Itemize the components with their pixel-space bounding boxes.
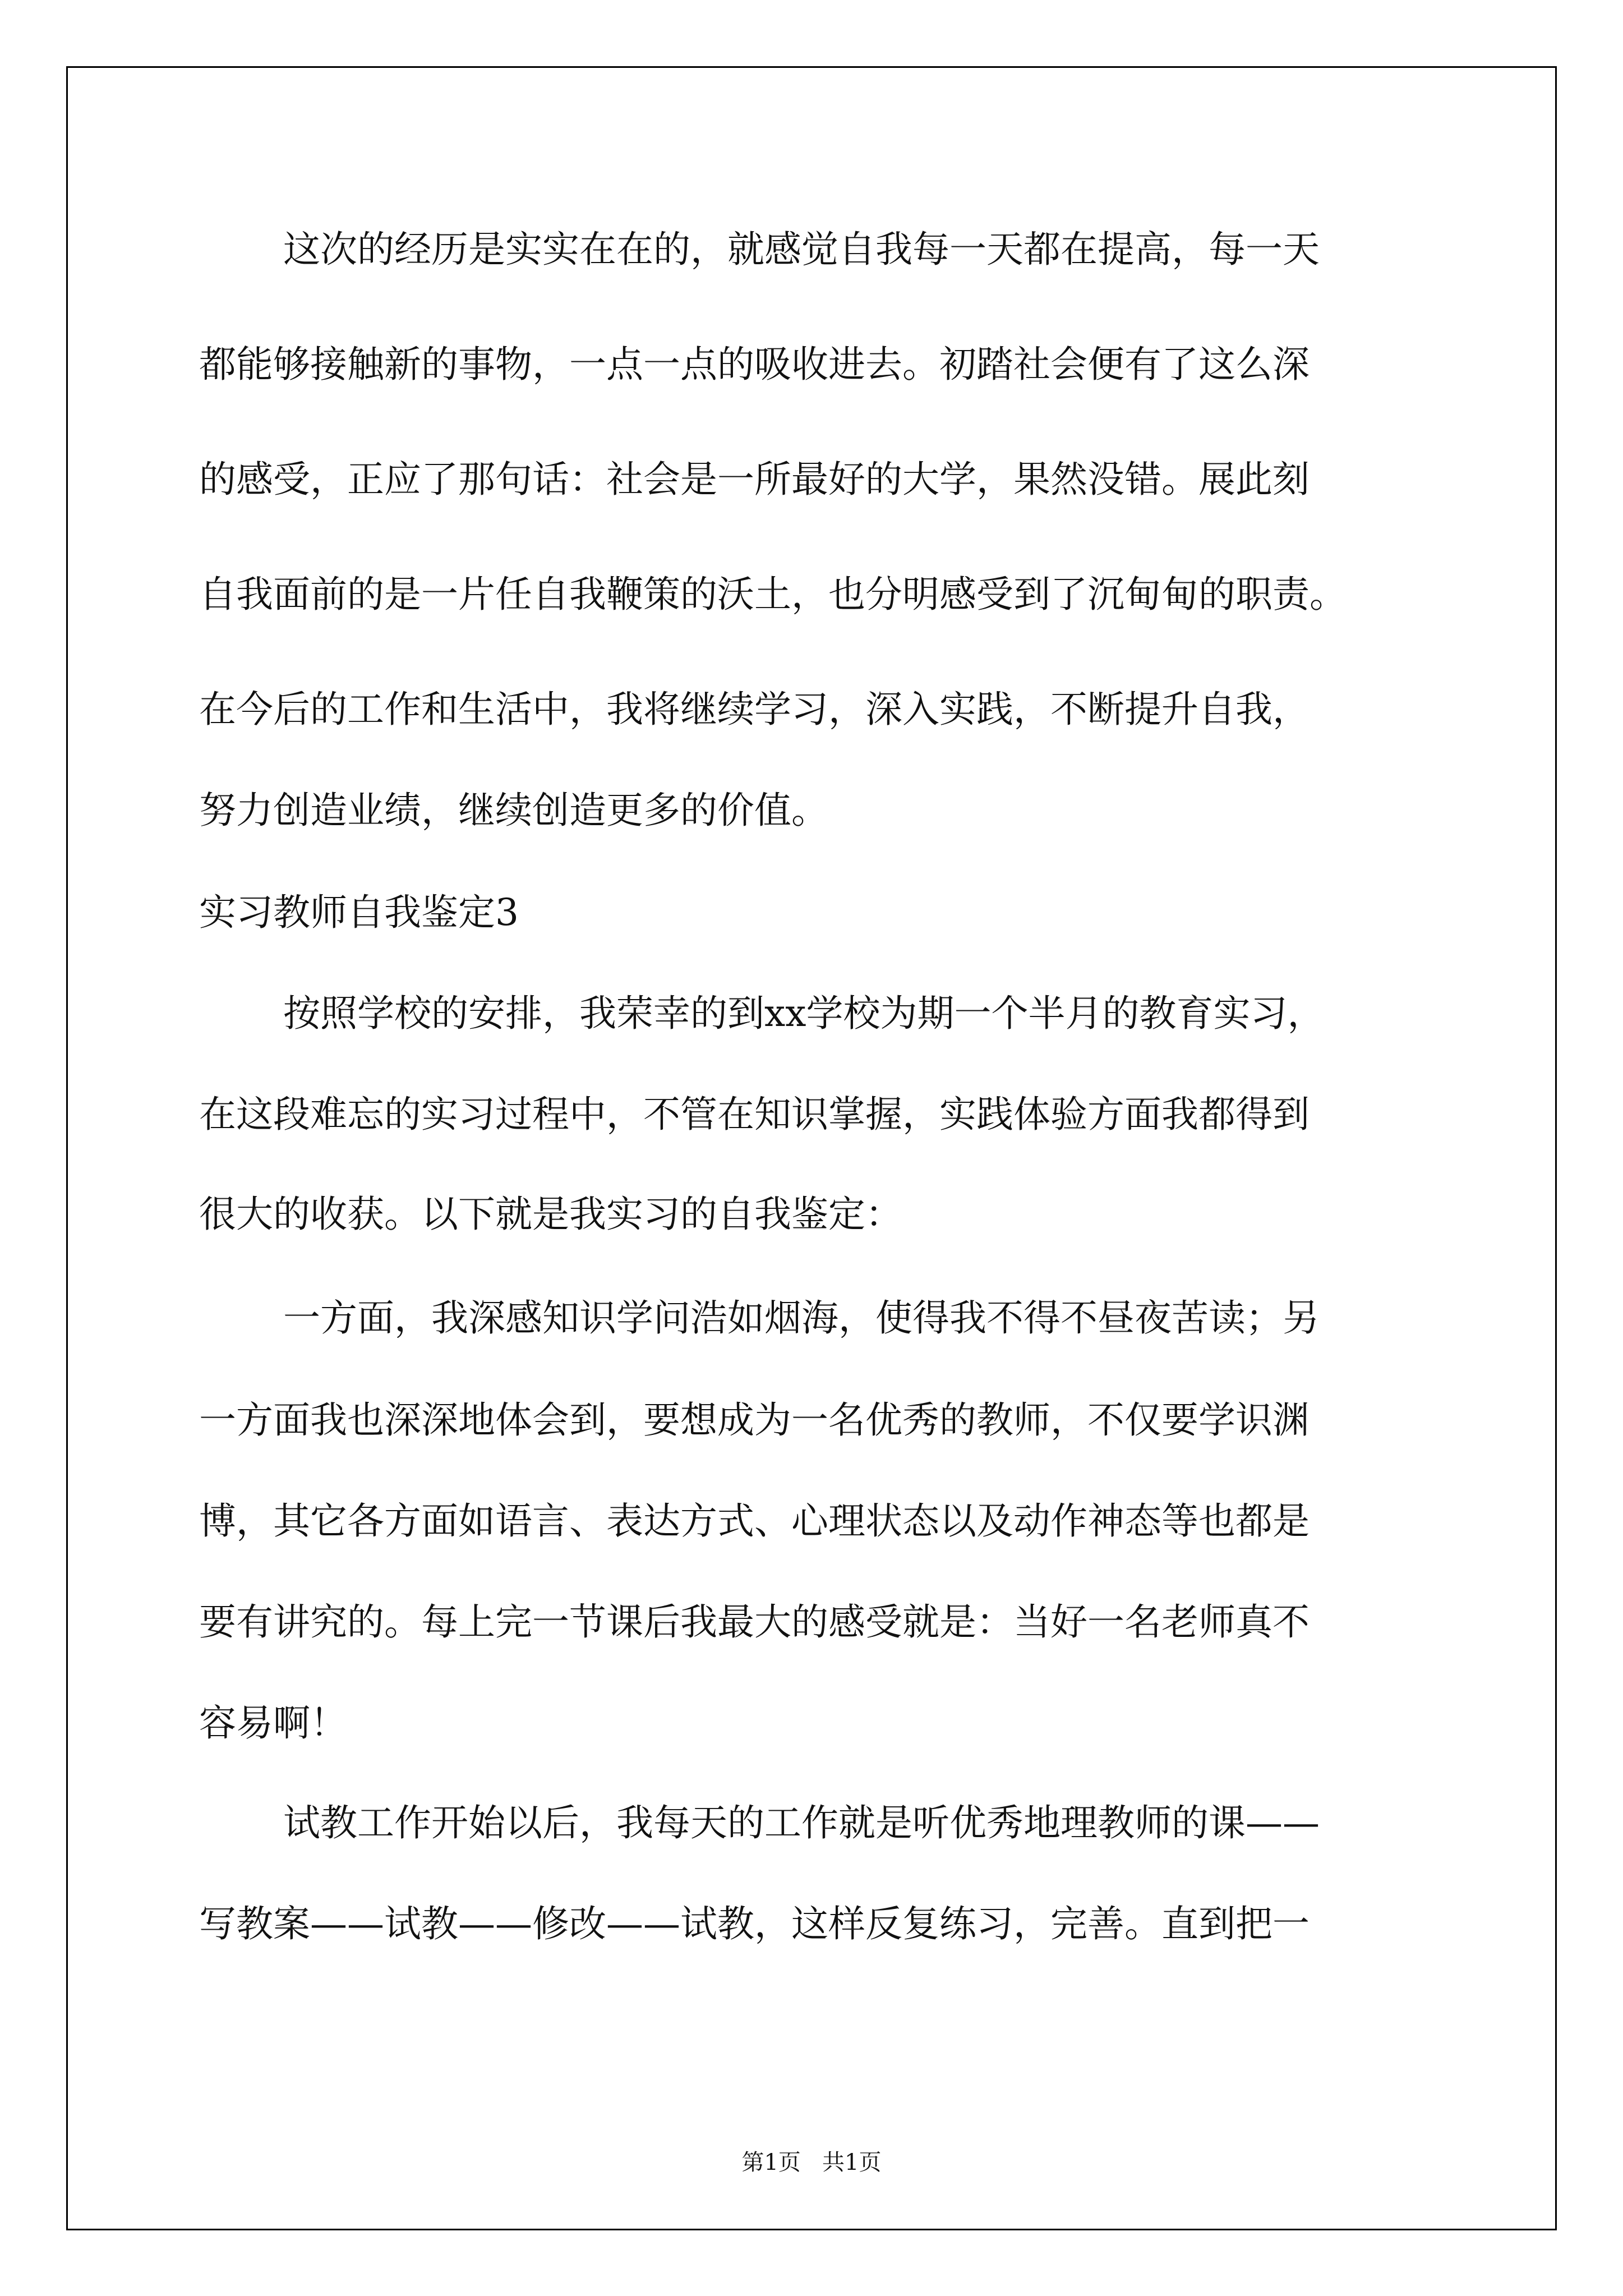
paragraph-line: 都能够接触新的事物，一点一点的吸收进去。初踏社会便有了这么深 xyxy=(199,343,1310,386)
paragraph-line: 容易啊！ xyxy=(199,1701,347,1745)
paragraph-line: 的感受，正应了那句话：社会是一所最好的大学，果然没错。展此刻 xyxy=(199,458,1310,501)
paragraph-line: 很大的收获。以下就是我实习的自我鉴定： xyxy=(199,1193,902,1236)
paragraph-line: 一方面我也深深地体会到，要想成为一名优秀的教师，不仅要学识渊 xyxy=(199,1398,1310,1442)
paragraph-line: 在这段难忘的实习过程中，不管在知识掌握，实践体验方面我都得到 xyxy=(199,1093,1310,1136)
paragraph-line: 努力创造业绩，继续创造更多的价值。 xyxy=(199,789,828,832)
paragraph-line: 试教工作开始以后，我每天的工作就是听优秀地理教师的课—— xyxy=(283,1801,1320,1844)
paragraph-line: 自我面前的是一片任自我鞭策的沃土，也分明感受到了沉甸甸的职责。 xyxy=(199,573,1347,616)
paragraph-line: 在今后的工作和生活中，我将继续学习，深入实践，不断提升自我， xyxy=(199,688,1310,731)
paragraph-line: 写教案——试教——修改——试教，这样反复练习，完善。直到把一 xyxy=(199,1902,1310,1945)
section-heading: 实习教师自我鉴定3 xyxy=(199,891,519,934)
paragraph-line: 博，其它各方面如语言、表达方式、心理状态以及动作神态等也都是 xyxy=(199,1499,1310,1543)
paragraph-line: 这次的经历是实实在在的，就感觉自我每一天都在提高，每一天 xyxy=(283,228,1320,271)
paragraph-line: 按照学校的安排，我荣幸的到xx学校为期一个半月的教育实习， xyxy=(283,992,1325,1035)
page-footer: 第1页 共1页 xyxy=(741,2150,882,2175)
paragraph-line: 要有讲究的。每上完一节课后我最大的感受就是：当好一名老师真不 xyxy=(199,1600,1310,1644)
paragraph-line: 一方面，我深感知识学问浩如烟海，使得我不得不昼夜苦读；另 xyxy=(283,1296,1320,1340)
